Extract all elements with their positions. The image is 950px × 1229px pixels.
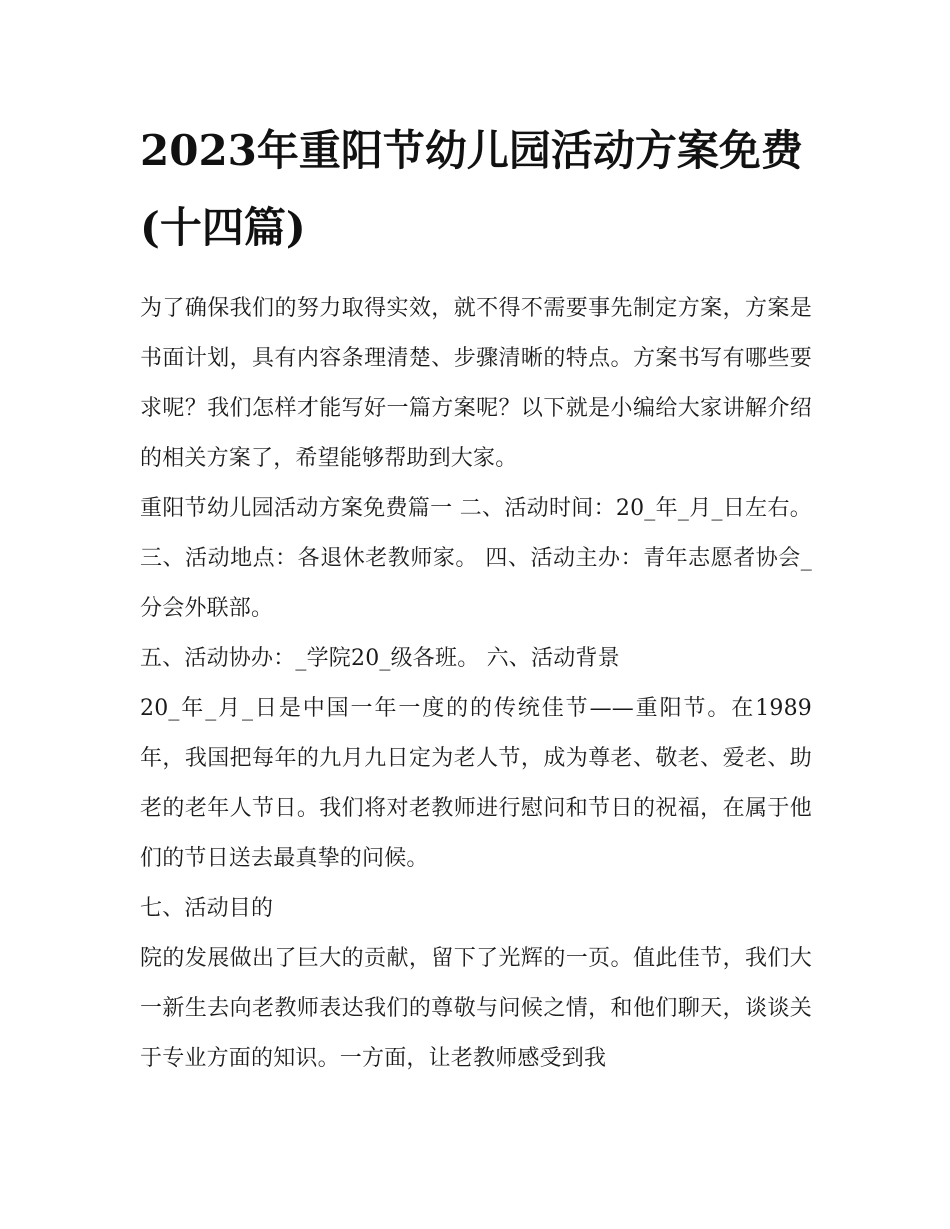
paragraph-co-organizer-background: 五、活动协办：_学院20_级各班。 六、活动背景 xyxy=(140,646,620,671)
paragraph-time-place-organizer: 重阳节幼儿园活动方案免费篇一 二、活动时间：20_年_月_日左右。 三、活动地点：各退休老教师家。 四、活动主办：青年志愿者协会_分会外联部。 xyxy=(140,496,812,621)
paragraph-purpose-text: 院的发展做出了巨大的贡献，留下了光辉的一页。值此佳节，我们大一新生去向老教师表达我们的尊敬与问候之情，和他们聊天，谈谈关于专业方面的知识。一方面，让老教师感受到我 xyxy=(140,946,812,1071)
intro-paragraph: 为了确保我们的努力取得实效，就不得不需要事先制定方案，方案是书面计划，具有内容条理清楚、步骤清晰的特点。方案书写有哪些要求呢？我们怎样才能写好一篇方案呢？以下就是小编给大家讲解介绍的相关方案了，希望能够帮助到大家。 xyxy=(140,296,812,471)
document-body xyxy=(140,112,812,1084)
document-title: 2023年重阳节幼儿园活动方案免费(十四篇) xyxy=(140,126,803,252)
paragraph-background-text: 20_年_月_日是中国一年一度的的传统佳节——重阳节。在1989年，我国把每年的九月九日定为老人节，成为尊老、敬老、爱老、助老的老年人节日。我们将对老教师进行慰问和节日的祝福，在属于他们的节日送去最真挚的问候。 xyxy=(140,696,812,871)
paragraph-purpose-heading: 七、活动目的 xyxy=(140,896,274,921)
